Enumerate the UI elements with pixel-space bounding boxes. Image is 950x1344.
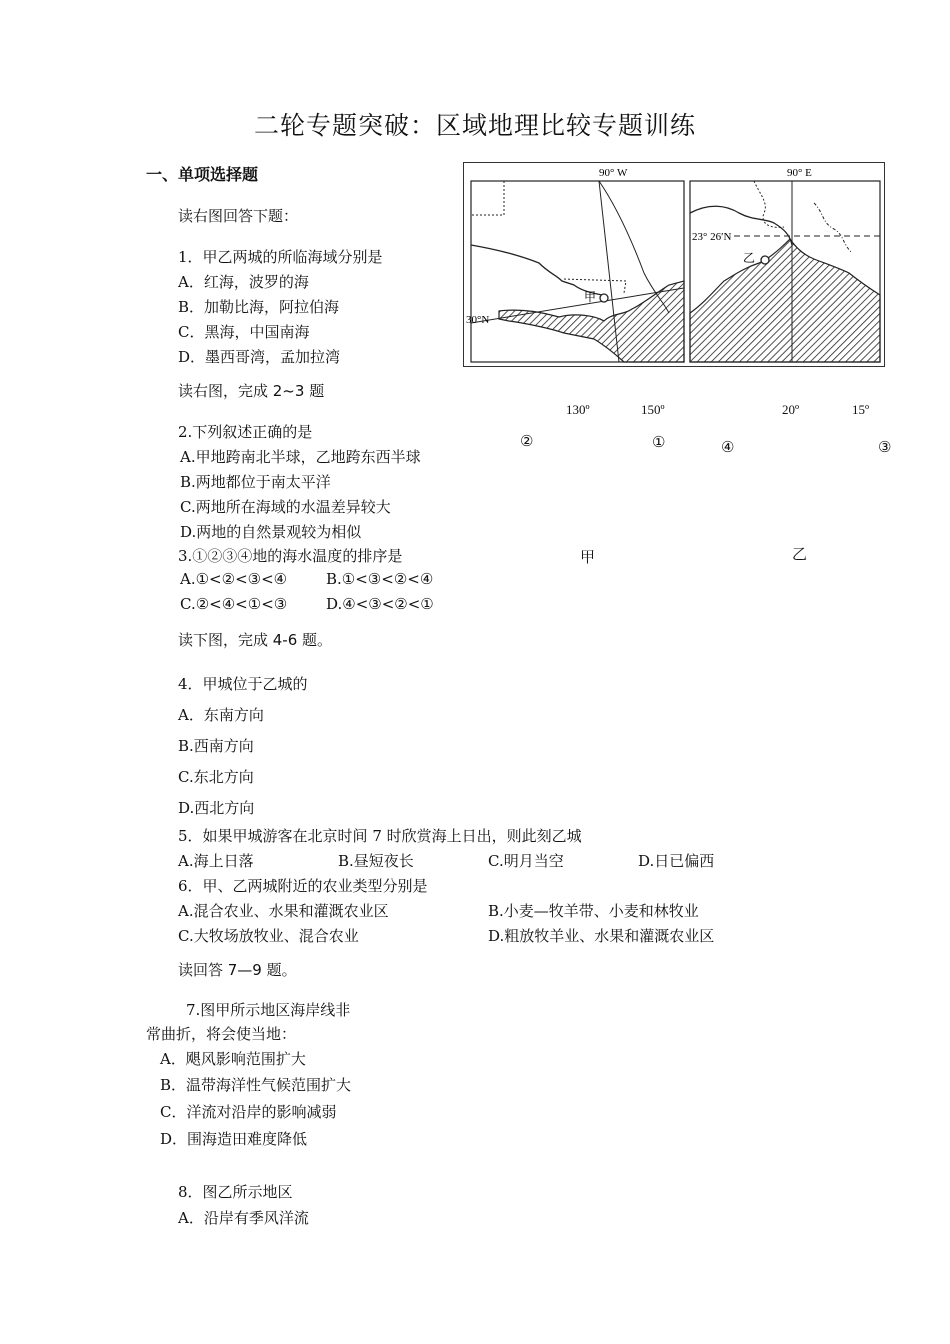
right-border-2 xyxy=(814,203,852,253)
right-lat-label: 23° 26′N xyxy=(692,231,732,243)
lon-label-130: 130º xyxy=(566,402,590,417)
map-figure xyxy=(463,162,885,367)
q6-option-b: B.小麦—牧羊带、小麦和林牧业 xyxy=(488,902,699,920)
q3-option-c: C.②<④<①<③ xyxy=(180,595,288,613)
question-7-line2: 常曲折，将会使当地： xyxy=(146,1025,297,1043)
point-4: ④ xyxy=(721,438,735,456)
question-4: 4．甲城位于乙城的 xyxy=(178,675,308,693)
q3-option-a: A.①<②<③<④ xyxy=(180,570,288,588)
q7-option-b: B．温带海洋性气候范围扩大 xyxy=(160,1076,352,1094)
lon-label-20: 20º xyxy=(782,402,800,417)
q6-option-a: A.混合农业、水果和灌溉农业区 xyxy=(178,902,389,920)
map-drawing xyxy=(464,163,884,366)
map2-city-jia: 甲 xyxy=(580,548,596,566)
question-8: 8．图乙所示地区 xyxy=(178,1183,293,1201)
city-jia-label: 甲 xyxy=(584,290,597,304)
q2-option-d: D.两地的自然景观较为相似 xyxy=(180,523,362,541)
q1-option-c: C．黑海，中国南海 xyxy=(178,323,310,341)
left-border-2 xyxy=(471,181,504,215)
q1-option-b: B．加勒比海，阿拉伯海 xyxy=(178,298,340,316)
q2-option-b: B.两地都位于南太平洋 xyxy=(180,473,331,491)
map2-city-yi: 乙 xyxy=(792,545,808,563)
question-7-line1: 7.图甲所示地区海岸线非 xyxy=(186,1001,351,1019)
q6-option-c: C.大牧场放牧业、混合农业 xyxy=(178,927,359,945)
instruction: 读右图，完成 2~3 题 xyxy=(178,382,325,400)
right-border xyxy=(754,181,784,227)
q7-option-c: C．洋流对沿岸的影响减弱 xyxy=(160,1103,337,1121)
page-title: 二轮专题突破：区域地理比较专题训练 xyxy=(253,111,696,140)
point-2: ② xyxy=(520,432,534,450)
section-heading: 一、单项选择题 xyxy=(146,165,259,184)
lon-label-15: 15º xyxy=(852,402,870,417)
instruction: 读右图回答下题： xyxy=(178,207,299,225)
instruction: 读下图，完成 4-6 题。 xyxy=(178,631,333,649)
q2-option-c: C.两地所在海域的水温差异较大 xyxy=(180,498,391,516)
q4-option-a: A．东南方向 xyxy=(178,706,264,724)
q5-option-b: B.昼短夜长 xyxy=(338,852,414,870)
q8-option-a: A．沿岸有季风洋流 xyxy=(178,1209,309,1227)
q1-option-d: D．墨西哥湾，孟加拉湾 xyxy=(178,348,341,366)
q4-option-d: D.西北方向 xyxy=(178,799,255,817)
q5-option-c: C.明月当空 xyxy=(488,852,564,870)
left-lat-label: 30°N xyxy=(466,314,490,326)
left-coastline xyxy=(471,245,602,295)
q4-option-b: B.西南方向 xyxy=(178,737,254,755)
point-3: ③ xyxy=(878,438,892,456)
q5-option-a: A.海上日落 xyxy=(178,852,254,870)
q5-option-d: D.日已偏西 xyxy=(638,852,715,870)
city-jia-marker xyxy=(600,294,608,302)
question-5: 5．如果甲城游客在北京时间 7 时欣赏海上日出，则此刻乙城 xyxy=(178,827,582,845)
lon-label-150: 150º xyxy=(641,402,665,417)
instruction: 读回答 7—9 题。 xyxy=(178,961,297,979)
question-6: 6．甲、乙两城附近的农业类型分别是 xyxy=(178,877,428,895)
city-yi-label: 乙 xyxy=(743,251,756,265)
q6-option-d: D.粗放牧羊业、水果和灌溉农业区 xyxy=(488,927,715,945)
right-land-hatched xyxy=(690,239,880,362)
q3-option-b: B.①<③<②<④ xyxy=(326,570,434,588)
q3-option-d: D.④<③<②<① xyxy=(326,595,434,613)
question-2: 2.下列叙述正确的是 xyxy=(178,423,313,441)
left-lon-label: 90° W xyxy=(599,167,628,179)
q7-option-d: D．围海造田难度降低 xyxy=(160,1130,308,1148)
question-1: 1．甲乙两城的所临海域分别是 xyxy=(178,248,383,266)
q4-option-c: C.东北方向 xyxy=(178,768,254,786)
point-1: ① xyxy=(652,433,666,451)
q7-option-a: A．飓风影响范围扩大 xyxy=(160,1050,306,1068)
q1-option-a: A．红海，波罗的海 xyxy=(178,273,309,291)
q2-option-a: A.甲地跨南北半球，乙地跨东西半球 xyxy=(180,448,421,466)
question-3: 3.①②③④地的海水温度的排序是 xyxy=(178,547,403,565)
right-lon-label: 90° E xyxy=(787,167,812,179)
city-yi-marker xyxy=(761,256,769,264)
